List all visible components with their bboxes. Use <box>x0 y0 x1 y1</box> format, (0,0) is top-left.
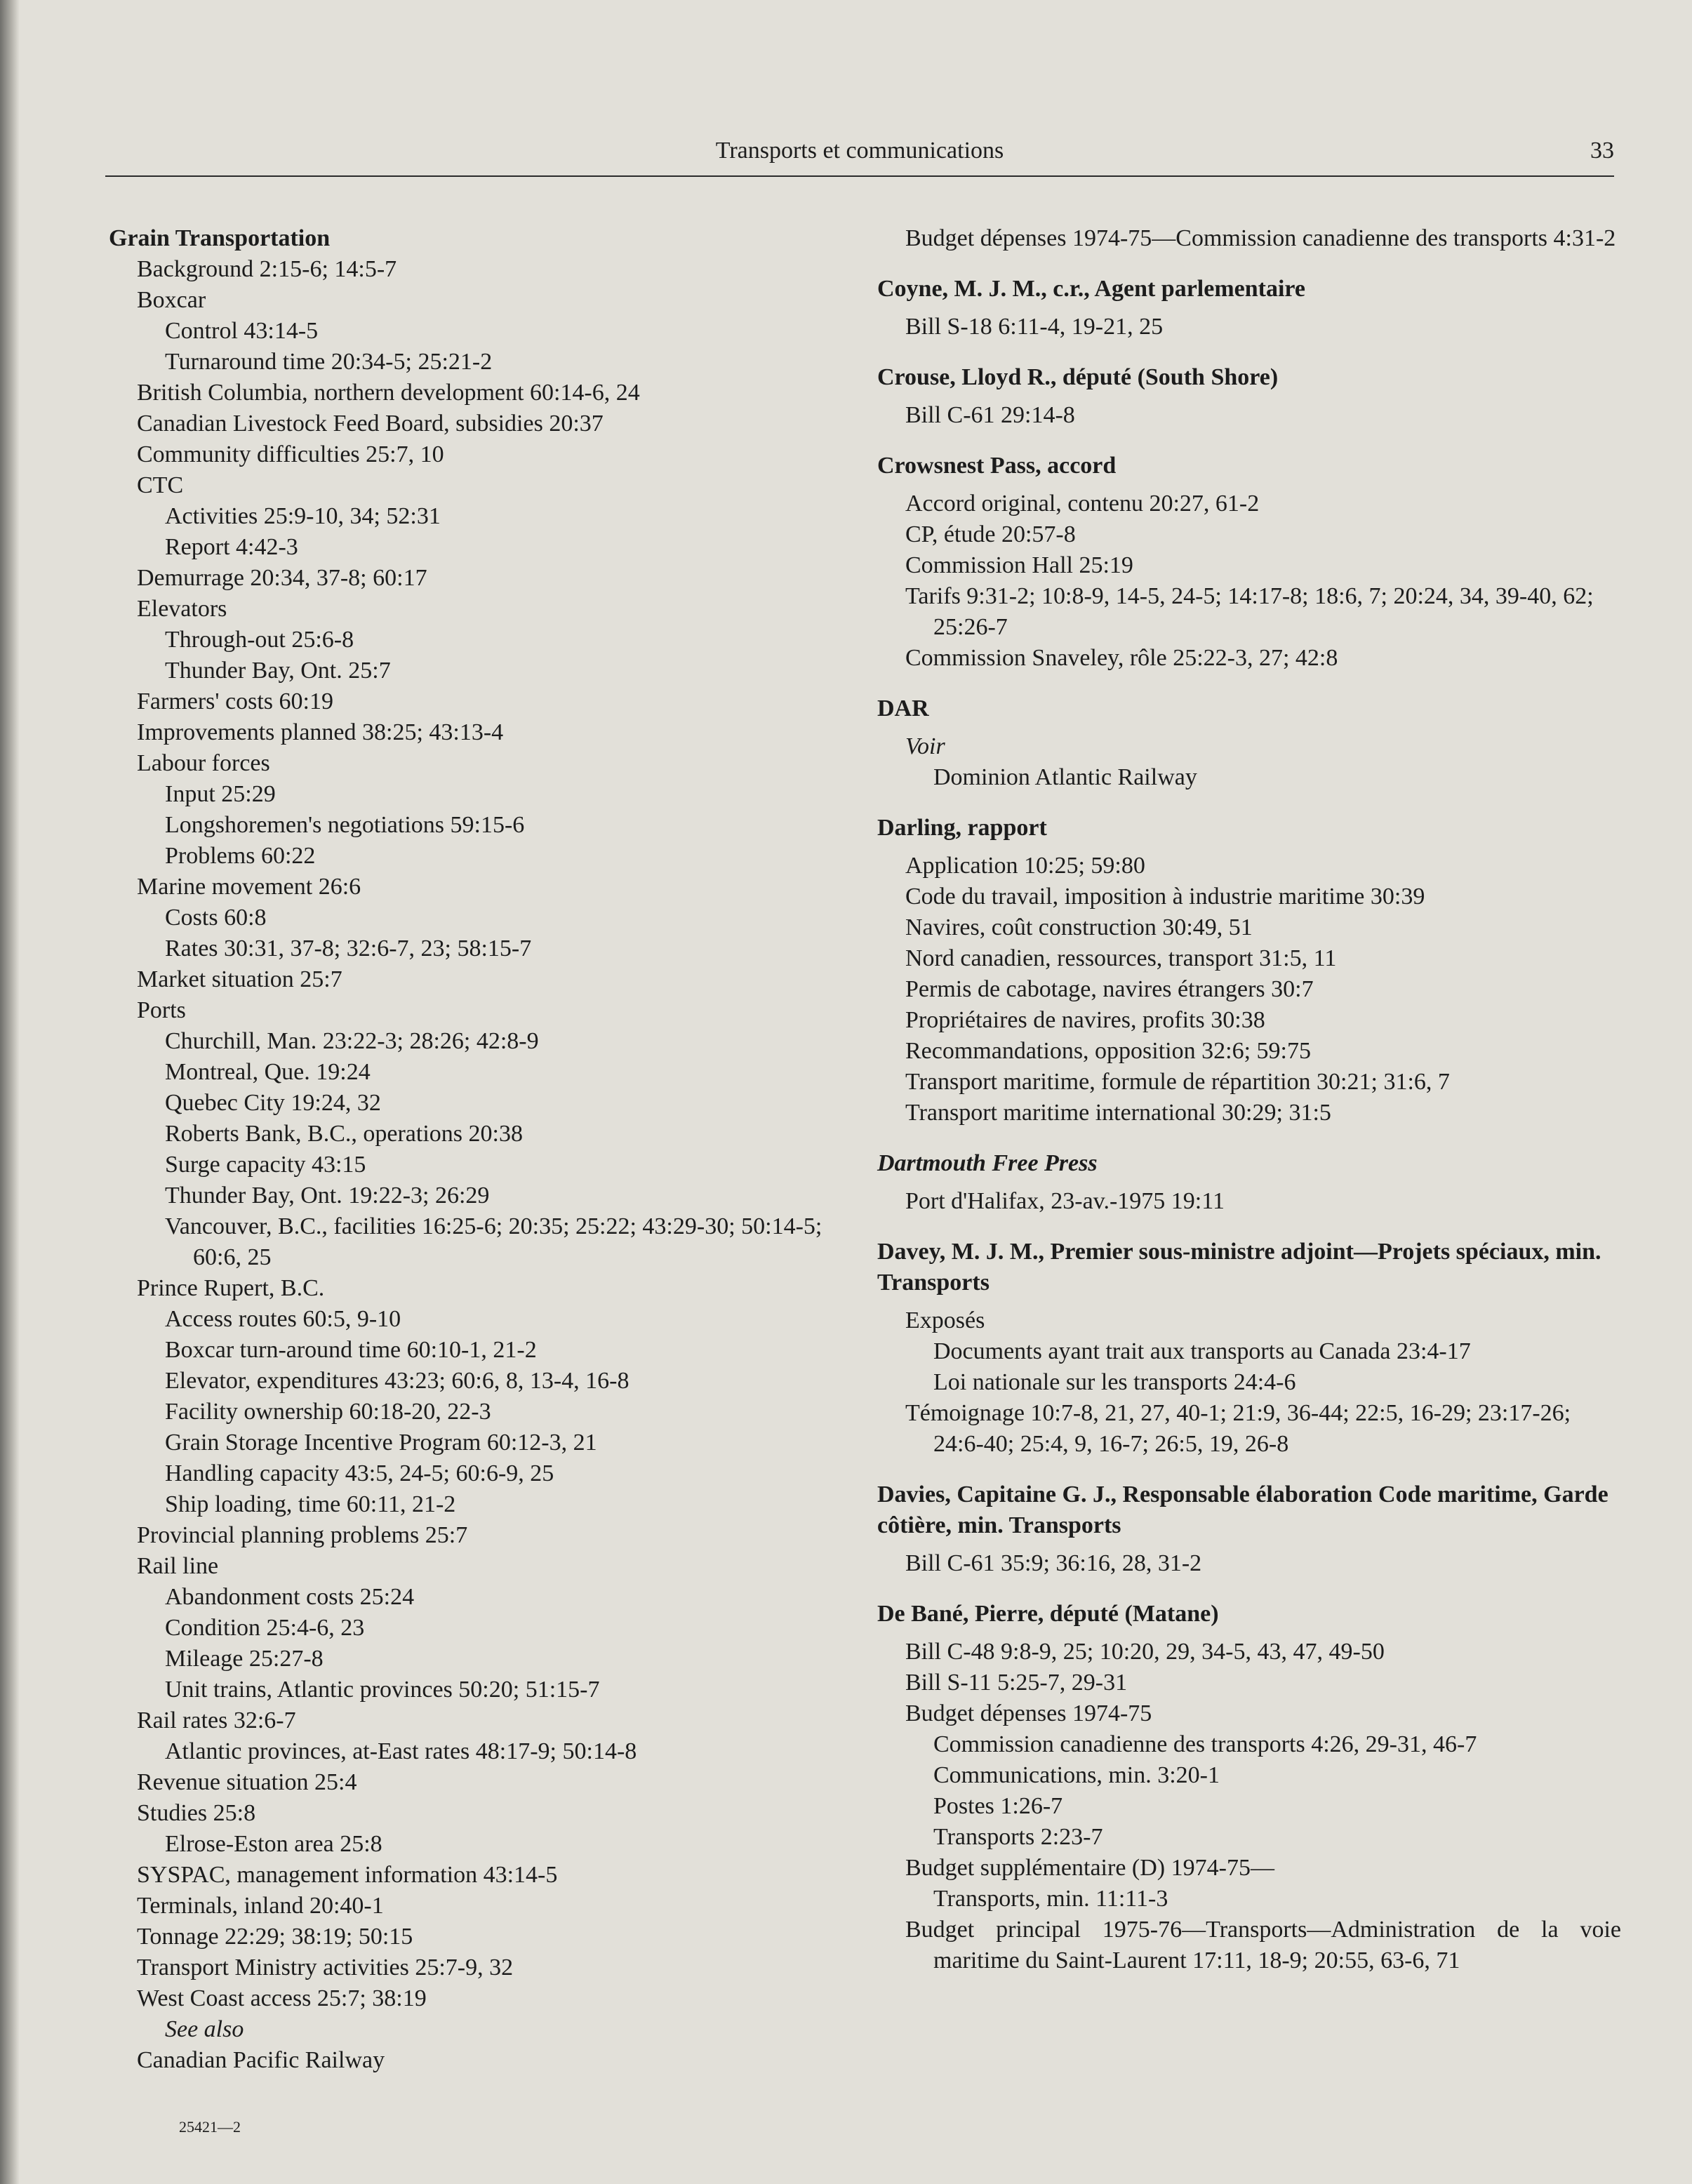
heading-spacer <box>877 481 1621 488</box>
entry-gap <box>877 1217 1621 1237</box>
index-subentry: Atlantic provinces, at-East rates 48:17-9; 50:14-8 <box>165 1738 637 1764</box>
index-entry: Commission Snaveley, rôle 25:22-3, 27; 42:8 <box>905 645 1338 671</box>
index-entry: Permis de cabotage, navires étrangers 30:7 <box>905 976 1314 1002</box>
index-subentry: Postes 1:26-7 <box>933 1793 1063 1819</box>
index-subentry: Condition 25:4-6, 23 <box>165 1615 365 1641</box>
index-subentry: Dominion Atlantic Railway <box>933 764 1197 790</box>
heading-spacer <box>877 844 1621 851</box>
index-subentry: Roberts Bank, B.C., operations 20:38 <box>165 1121 523 1147</box>
entry-heading: De Bané, Pierre, député (Matane) <box>877 1601 1219 1627</box>
index-entry: Voir <box>905 733 945 759</box>
index-entry: Commission Hall 25:19 <box>905 552 1133 578</box>
index-entry: Prince Rupert, B.C. <box>137 1275 325 1301</box>
index-subentry: Quebec City 19:24, 32 <box>165 1090 381 1116</box>
entry-gap <box>877 1128 1621 1148</box>
index-entry: Provincial planning problems 25:7 <box>137 1522 468 1548</box>
index-entry: Community difficulties 25:7, 10 <box>137 441 444 467</box>
heading-spacer <box>877 393 1621 400</box>
entry-heading: Davies, Capitaine G. J., Responsable élaboration Code maritime, Garde côtière, min. Transports <box>877 1481 1608 1538</box>
index-entry: Application 10:25; 59:80 <box>905 853 1145 879</box>
index-entry: Transport maritime international 30:29; 31:5 <box>905 1100 1331 1126</box>
heading-spacer <box>877 724 1621 731</box>
index-entry: British Columbia, northern development 60:14-6, 24 <box>137 380 640 406</box>
entry-heading: Coyne, M. J. M., c.r., Agent parlementaire <box>877 276 1305 302</box>
index-entry: Rail line <box>137 1553 219 1579</box>
index-entry: Bill S-11 5:25-7, 29-31 <box>905 1670 1128 1696</box>
heading-spacer <box>877 1630 1621 1637</box>
entry-heading: Darling, rapport <box>877 815 1047 841</box>
index-entry: Transport Ministry activities 25:7-9, 32 <box>137 1955 514 1980</box>
entry-heading: Crouse, Lloyd R., député (South Shore) <box>877 364 1279 390</box>
index-entry: Labour forces <box>137 750 270 776</box>
index-entry: Boxcar <box>137 287 206 313</box>
index-entry: Background 2:15-6; 14:5-7 <box>137 256 397 282</box>
index-subentry: Problems 60:22 <box>165 843 316 869</box>
entry-heading: DAR <box>877 695 929 721</box>
index-entry: Nord canadien, ressources, transport 31:5, 11 <box>905 945 1337 971</box>
index-entry: Code du travail, imposition à industrie maritime 30:39 <box>905 884 1425 910</box>
page-number: 33 <box>1590 138 1614 164</box>
heading-spacer <box>877 305 1621 312</box>
index-entry: Demurrage 20:34, 37-8; 60:17 <box>137 565 427 591</box>
header-title: Transports et communications <box>715 138 1004 164</box>
entry-gap <box>877 674 1621 693</box>
index-entry: Improvements planned 38:25; 43:13-4 <box>137 719 504 745</box>
index-entry: Bill C-61 35:9; 36:16, 28, 31-2 <box>905 1550 1202 1576</box>
index-entry: Studies 25:8 <box>137 1800 256 1826</box>
index-subentry: Churchill, Man. 23:22-3; 28:26; 42:8-9 <box>165 1028 539 1054</box>
index-entry: CTC <box>137 472 184 498</box>
index-entry: Budget dépenses 1974-75—Commission canadienne des transports 4:31-2 <box>905 225 1616 251</box>
entry-gap <box>877 793 1621 813</box>
index-subentry: Communications, min. 3:20-1 <box>933 1762 1220 1788</box>
entry-gap <box>877 342 1621 362</box>
index-entry: Transport maritime, formule de répartition 30:21; 31:6, 7 <box>905 1069 1450 1095</box>
index-entry: Revenue situation 25:4 <box>137 1769 357 1795</box>
index-entry: Bill S-18 6:11-4, 19-21, 25 <box>905 314 1164 340</box>
index-entry: Canadian Livestock Feed Board, subsidies 20:37 <box>137 411 604 437</box>
index-entry: CP, étude 20:57-8 <box>905 521 1076 547</box>
index-subentry: Facility ownership 60:18-20, 22-3 <box>165 1399 491 1425</box>
index-subentry: Commission canadienne des transports 4:26, 29-31, 46-7 <box>933 1731 1477 1757</box>
index-subentry: Elrose-Eston area 25:8 <box>165 1831 382 1857</box>
index-entry: Port d'Halifax, 23-av.-1975 19:11 <box>905 1188 1225 1214</box>
index-subentry: Boxcar turn-around time 60:10-1, 21-2 <box>165 1337 537 1363</box>
index-subentry: Control 43:14-5 <box>165 318 319 344</box>
index-entry: Ports <box>137 997 186 1023</box>
index-entry: Market situation 25:7 <box>137 966 342 992</box>
index-entry: Canadian Pacific Railway <box>137 2047 385 2073</box>
heading-spacer <box>877 1298 1621 1305</box>
index-subentry: Grain Storage Incentive Program 60:12-3, 21 <box>165 1430 597 1456</box>
binding-shadow <box>0 0 20 2184</box>
index-subentry: Report 4:42-3 <box>165 534 298 560</box>
index-entry: Farmers' costs 60:19 <box>137 688 333 714</box>
index-subentry: Turnaround time 20:34-5; 25:21-2 <box>165 349 493 375</box>
index-entry: Terminals, inland 20:40-1 <box>137 1893 384 1919</box>
index-subentry: Documents ayant trait aux transports au Canada 23:4-17 <box>933 1338 1471 1364</box>
index-subentry: Vancouver, B.C., facilities 16:25-6; 20:35; 25:22; 43:29-30; 50:14-5; 60:6, 25 <box>165 1213 822 1270</box>
entry-heading: Dartmouth Free Press <box>877 1150 1098 1176</box>
index-subentry: Longshoremen's negotiations 59:15-6 <box>165 812 525 838</box>
index-subentry: Surge capacity 43:15 <box>165 1152 366 1178</box>
index-entry: Exposés <box>905 1307 985 1333</box>
index-entry: Accord original, contenu 20:27, 61-2 <box>905 491 1260 517</box>
index-subentry: Input 25:29 <box>165 781 276 807</box>
index-subentry: Elevator, expenditures 43:23; 60:6, 8, 13-4, 16-8 <box>165 1368 629 1394</box>
index-entry: West Coast access 25:7; 38:19 <box>137 1985 427 2011</box>
index-subentry: Loi nationale sur les transports 24:4-6 <box>933 1369 1296 1395</box>
index-subentry: Montreal, Que. 19:24 <box>165 1059 371 1085</box>
index-entry: Budget principal 1975-76—Transports—Administration de la voie maritime du Saint-Laurent 17:11, 18-9; 20:55, 63-6, 71 <box>905 1917 1621 1973</box>
index-subentry: See also <box>165 2016 244 2042</box>
index-subentry: Abandonment costs 25:24 <box>165 1584 415 1610</box>
index-entry: Rail rates 32:6-7 <box>137 1707 296 1733</box>
index-subentry: Unit trains, Atlantic provinces 50:20; 51:15-7 <box>165 1677 600 1703</box>
right-column <box>877 223 1621 1976</box>
entry-gap <box>877 1579 1621 1599</box>
index-subentry: Ship loading, time 60:11, 21-2 <box>165 1491 456 1517</box>
index-subentry: Mileage 25:27-8 <box>165 1646 324 1672</box>
index-subentry: Access routes 60:5, 9-10 <box>165 1306 401 1332</box>
index-entry: Budget dépenses 1974-75 <box>905 1700 1152 1726</box>
heading-spacer <box>877 1541 1621 1548</box>
index-subentry: Thunder Bay, Ont. 19:22-3; 26:29 <box>165 1183 490 1208</box>
index-entry: SYSPAC, management information 43:14-5 <box>137 1862 558 1888</box>
entry-gap <box>877 254 1621 274</box>
index-entry: Marine movement 26:6 <box>137 874 361 900</box>
index-entry: Bill C-61 29:14-8 <box>905 402 1075 428</box>
index-entry: Recommandations, opposition 32:6; 59:75 <box>905 1038 1311 1064</box>
index-subentry: Rates 30:31, 37-8; 32:6-7, 23; 58:15-7 <box>165 935 532 961</box>
left-column <box>109 223 867 2076</box>
index-subentry: Thunder Bay, Ont. 25:7 <box>165 658 391 684</box>
index-subentry: Through-out 25:6-8 <box>165 627 354 653</box>
index-subentry: Costs 60:8 <box>165 905 267 931</box>
running-header <box>105 138 1614 174</box>
index-entry: Budget supplémentaire (D) 1974-75— <box>905 1855 1274 1881</box>
index-subentry: Activities 25:9-10, 34; 52:31 <box>165 503 441 529</box>
index-entry: Tarifs 9:31-2; 10:8-9, 14-5, 24-5; 14:17-8; 18:6, 7; 20:24, 34, 39-40, 62; 25:26-7 <box>905 583 1594 640</box>
header-rule <box>105 175 1614 177</box>
entry-heading: Davey, M. J. M., Premier sous-ministre adjoint—Projets spéciaux, min. Transports <box>877 1239 1601 1296</box>
footer-code: 25421—2 <box>179 2118 241 2136</box>
index-entry: Bill C-48 9:8-9, 25; 10:20, 29, 34-5, 43, 47, 49-50 <box>905 1639 1385 1665</box>
index-subentry: Handling capacity 43:5, 24-5; 60:6-9, 25 <box>165 1460 554 1486</box>
index-subentry: Transports 2:23-7 <box>933 1824 1103 1850</box>
heading-spacer <box>877 1179 1621 1186</box>
entry-heading: Grain Transportation <box>109 225 331 251</box>
entry-gap <box>877 1460 1621 1479</box>
entry-heading: Crowsnest Pass, accord <box>877 453 1117 479</box>
index-entry: Propriétaires de navires, profits 30:38 <box>905 1007 1265 1033</box>
index-entry: Témoignage 10:7-8, 21, 27, 40-1; 21:9, 36-44; 22:5, 16-29; 23:17-26; 24:6-40; 25:4, 9, 16-7; 26:5, 19, 26-8 <box>905 1400 1571 1457</box>
entry-gap <box>877 431 1621 451</box>
index-entry: Elevators <box>137 596 227 622</box>
index-subentry: Transports, min. 11:11-3 <box>933 1886 1168 1912</box>
index-entry: Navires, coût construction 30:49, 51 <box>905 914 1253 940</box>
index-entry: Tonnage 22:29; 38:19; 50:15 <box>137 1924 413 1950</box>
